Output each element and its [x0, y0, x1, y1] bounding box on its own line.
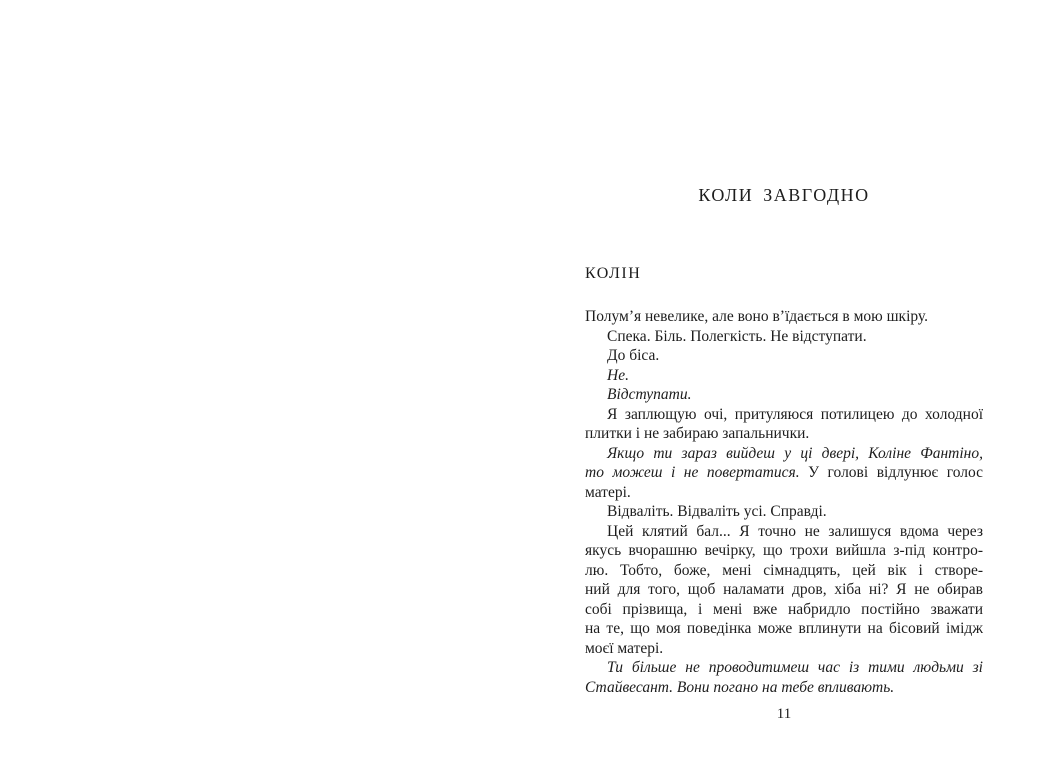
italic-text-segment: Відступати. [607, 386, 692, 403]
text-segment: собі прізвища, і мені вже набридло постійно зважати [585, 600, 983, 618]
text-line [585, 580, 983, 600]
text-segment: моєї матері. [585, 639, 664, 657]
text-line [585, 405, 983, 425]
text-line [585, 619, 983, 639]
text-segment: матері. [585, 483, 631, 501]
text-segment: лю. Тобто, боже, мені сімнадцять, цей вік і створе- [585, 561, 983, 579]
text-line [585, 541, 983, 561]
italic-text-segment: Ти більше не проводитимеш час із тими людьми зі [607, 659, 983, 676]
page-number: 11 [776, 706, 792, 722]
text-line [585, 483, 983, 503]
text-line [585, 502, 983, 522]
text-line [585, 346, 983, 366]
text-line [585, 424, 983, 444]
section-heading: КОЛІН [585, 265, 642, 282]
text-segment: Спека. Біль. Полегкість. Не відступати. [607, 327, 867, 345]
text-line [585, 678, 983, 698]
italic-text-segment: то можеш і не повертатися. [585, 464, 800, 481]
text-line [585, 385, 983, 405]
text-line [585, 600, 983, 620]
text-segment: на те, що моя поведінка може вплинути на бісовий імідж [585, 620, 983, 637]
text-line [585, 327, 983, 347]
text-line [585, 522, 983, 542]
text-segment: Відваліть. Відваліть усі. Справді. [607, 503, 827, 520]
text-line [585, 561, 983, 581]
text-segment: ний для того, щоб наламати дров, хіба ні? Я не обирав [585, 581, 983, 598]
italic-text-segment: Якщо ти зараз вийдеш у ці двері, Коліне Фантіно, [607, 444, 983, 462]
chapter-title: КОЛИ ЗАВГОДНО [698, 185, 870, 205]
text-line [585, 366, 983, 386]
text-segment: плитки і не забираю запальнички. [585, 425, 810, 442]
text-line [585, 444, 983, 464]
text-line [585, 307, 983, 327]
italic-text-segment: Стайвесант. Вони погано на тебе впливають. [585, 678, 895, 696]
text-segment: якусь вчорашню вечірку, що трохи вийшла з-під контро- [585, 542, 983, 559]
italic-text-segment: Не. [607, 366, 629, 384]
text-line [585, 639, 983, 659]
text-segment: Я заплющую очі, притуляюся потилицею до холодної [607, 405, 983, 423]
text-segment: До біса. [607, 347, 660, 364]
text-segment: Полум’я невелике, але воно в’їдається в мою шкіру. [585, 308, 928, 325]
text-line [585, 658, 983, 678]
text-segment: Цей клятий бал... Я точно не залишуся вдома через [607, 522, 983, 540]
text-segment: У голові відлунює голос [799, 464, 983, 481]
text-line [585, 463, 983, 483]
body-text [585, 307, 983, 697]
